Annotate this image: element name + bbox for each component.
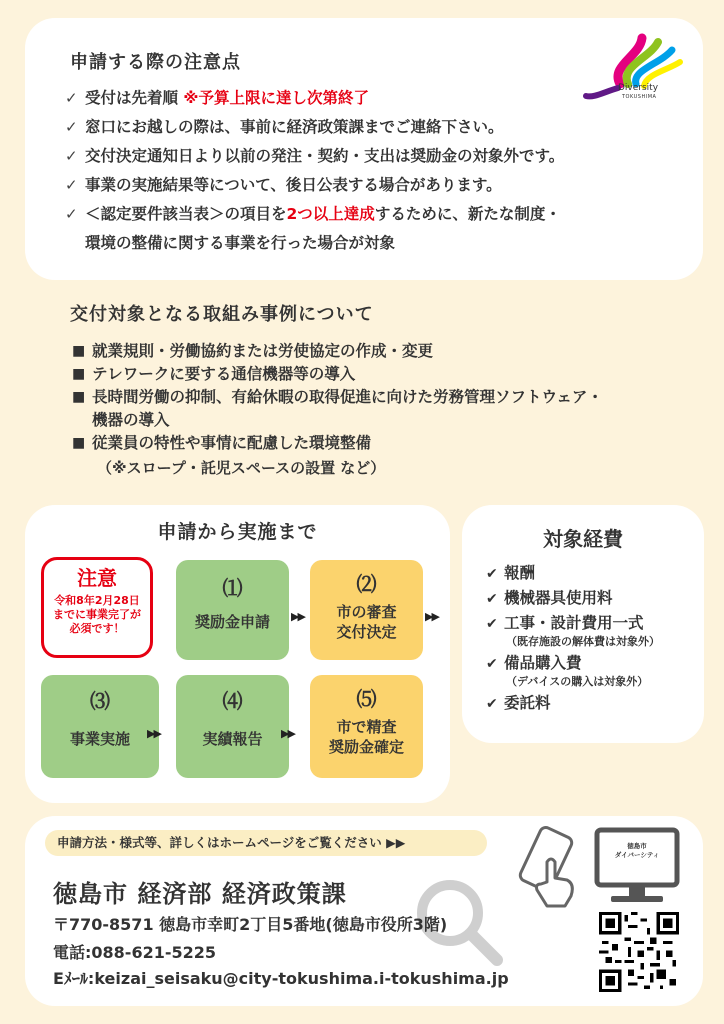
examples-item-text: テレワークに要する通信機器等の導入 [92,365,356,383]
step-label: 奨励金申請 [194,613,270,631]
notes-title: 申請する際の注意点 [70,52,241,73]
expenses-item-label: 委託料 [504,694,551,712]
expenses-card [462,505,704,743]
step-number: ⑷ [222,689,243,713]
examples-item-text: 機器の導入 [92,411,170,429]
examples-item-text: 就業規則・労働協約または労使協定の作成・変更 [92,342,434,360]
step-label: 交付決定 [336,623,397,641]
examples-note: （※スロープ・託児スペースの設置 など） [97,459,386,477]
smartphone-tap-icon [507,822,587,912]
examples-item-text: 従業員の特性や事情に配慮した環境整備 [92,434,372,452]
expenses-item [486,611,660,648]
notice-title: 注意 [77,566,117,590]
deadline-notice [41,557,153,658]
double-arrow-icon: ▶▶ [147,727,160,740]
notes-item [65,171,685,200]
logo-text: Diversity [618,83,659,93]
notes-item-text: ＜認定要件該当表＞の項目を [85,205,287,223]
step-label: 実績報告 [202,730,263,748]
contact-card [25,816,703,1006]
checkmark-icon: ✔ [486,566,498,582]
step-3 [41,675,159,778]
monitor-text: ダイバーシティ [614,851,660,859]
address: 〒770-8571 徳島市幸町2丁目5番地(徳島市役所3階) [53,915,448,934]
notes-item-text: 窓口にお越しの際は、事前に経済政策課までご連絡下さい。 [85,118,504,136]
logo-subtext: TOKUSHIMA [622,94,657,100]
process-title: 申請から実施まで [157,521,318,543]
double-arrow-icon: ▶▶ [281,727,294,740]
expenses-item [486,651,660,688]
expenses-item [486,586,660,611]
department-name: 徳島市 経済部 経済政策課 [53,880,347,908]
square-bullet-icon: ■ [72,366,86,382]
notes-item [65,84,685,113]
expenses-item-label: 工事・設計費用一式 [504,614,644,632]
checkmark-icon: ✔ [486,656,498,672]
expenses-item-note: （デバイスの購入は対象外） [506,675,649,688]
expenses-item [486,561,660,586]
expenses-item-label: 報酬 [504,564,536,582]
check-icon: ✓ [65,205,78,223]
examples-item-text: 長時間労働の抑制、有給休暇の取得促進に向けた労務管理ソフトウェア・ [92,388,603,406]
step-label: 事業実施 [69,730,130,748]
expenses-title: 対象経費 [543,527,623,551]
monitor-icon [587,826,687,911]
notes-item-text: 交付決定通知日より以前の発注・契約・支出は奨励金の対象外です。 [85,147,565,165]
step-label: 市の審査 [336,603,397,621]
check-icon: ✓ [65,147,78,165]
expenses-item [486,691,660,716]
notes-item [65,113,685,142]
square-bullet-icon: ■ [72,389,86,405]
notes-item-warning: ※予算上限に達し次第終了 [183,89,369,107]
notes-item-text: 事業の実施結果等について、後日公表する場合があります。 [85,176,502,194]
square-bullet-icon: ■ [72,343,86,359]
homepage-link[interactable]: 申請方法・様式等、詳しくはホームページをご覧ください ▶▶ [45,830,487,856]
double-arrow-icon: ▶▶ [425,610,438,623]
notes-item [65,200,685,229]
step-label: 奨励金確定 [328,738,404,756]
notes-item-text: 環境の整備に関する事業を行った場合が対象 [85,234,396,252]
step-label: 市で精査 [336,718,397,736]
checkmark-icon: ✔ [486,696,498,712]
expenses-item-note: （既存施設の解体費は対象外） [506,635,660,648]
email-address[interactable]: Eﾒｰﾙ:keizai_seisaku@city-tokushima.i-tokushima.jp [53,969,509,988]
notes-card [25,18,703,280]
phone-number: 電話:088-621-5225 [53,943,217,962]
examples-list [72,340,692,455]
examples-item [72,340,692,363]
expenses-list [486,561,660,716]
checkmark-icon: ✔ [486,591,498,607]
expenses-item-label: 機械器具使用料 [504,589,613,607]
double-arrow-icon: ▶▶ [291,610,304,623]
step-number: ⑴ [222,576,243,600]
notice-line: 令和8年2月28日 [54,594,140,607]
examples-item [72,386,692,409]
notice-line: 必須です！ [69,622,125,635]
step-4 [176,675,289,778]
notes-list [65,84,685,258]
monitor-text: 徳島市 [627,842,647,850]
notice-line: までに事業完了が [53,608,141,621]
checkmark-icon: ✔ [486,616,498,632]
step-1 [176,560,289,660]
notes-item [65,142,685,171]
examples-item-continuation [72,409,692,432]
process-card [25,505,450,803]
examples-item [72,432,692,455]
step-number: ⑵ [356,572,377,596]
step-2 [310,560,423,660]
qr-code[interactable] [599,912,679,992]
check-icon: ✓ [65,176,78,194]
notes-item-continuation [65,229,685,258]
examples-title: 交付対象となる取組み事例について [70,304,374,325]
expenses-item-label: 備品購入費 [504,654,582,672]
step-number: ⑶ [90,689,110,713]
check-icon: ✓ [65,118,78,136]
notes-item-highlight: 2つ以上達成 [286,205,375,223]
square-bullet-icon: ■ [72,435,86,451]
step-number: ⑸ [356,687,377,711]
notes-item-text: するために、新たな制度・ [374,205,561,223]
step-5 [310,675,423,778]
check-icon: ✓ [65,89,78,107]
notes-item-text: 受付は先着順 [85,89,184,107]
examples-item [72,363,692,386]
